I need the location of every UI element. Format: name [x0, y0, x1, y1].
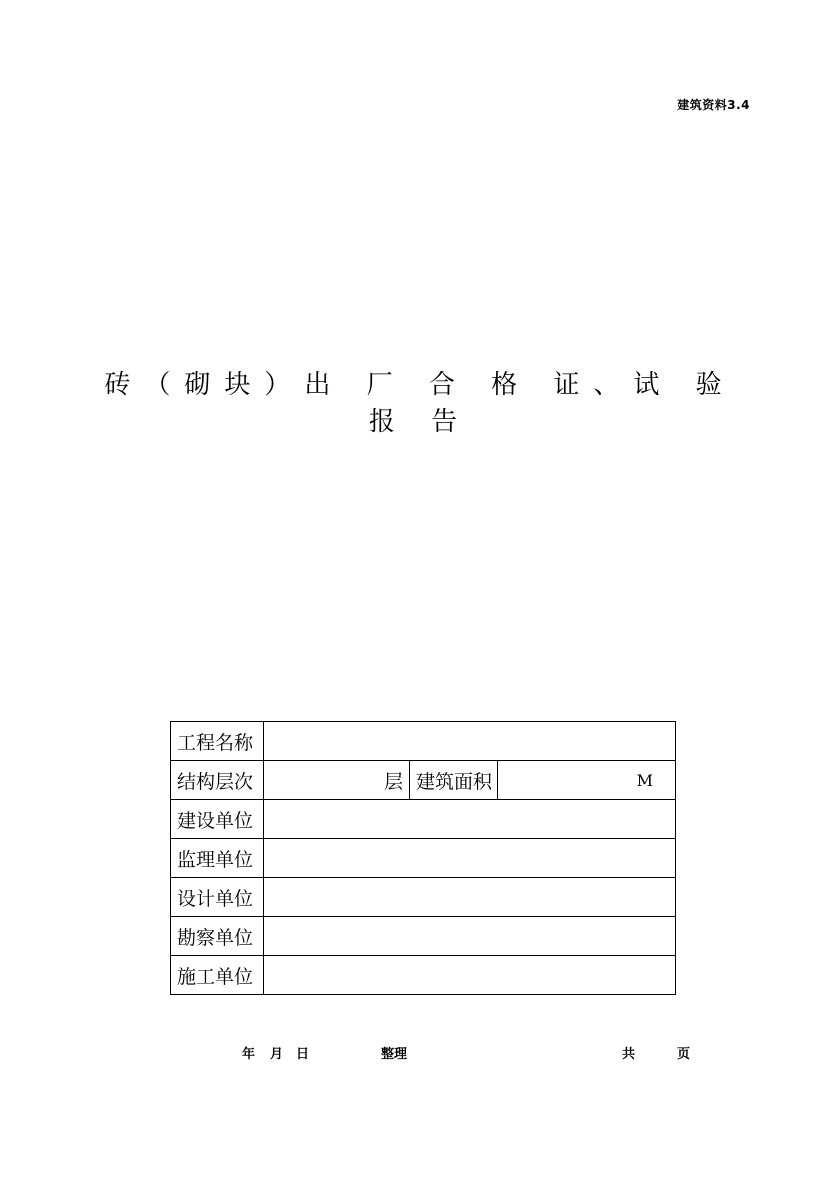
structure-floors-label: 结构层次 — [171, 761, 264, 800]
page-footer — [0, 1043, 838, 1063]
project-info-table — [170, 721, 676, 995]
table-row-supervision-unit — [171, 839, 676, 878]
table-row-structure — [171, 761, 676, 800]
footer-total: 共 — [622, 1047, 636, 1062]
footer-pages: 页 — [677, 1047, 691, 1062]
footer-day: 日 — [296, 1047, 310, 1062]
survey-unit-field[interactable] — [264, 917, 676, 956]
builder-unit-field[interactable] — [264, 956, 676, 995]
construction-unit-field[interactable] — [264, 800, 676, 839]
construction-unit-label: 建设单位 — [171, 800, 264, 839]
project-name-label: 工程名称 — [171, 722, 264, 761]
footer-month: 月 — [270, 1047, 284, 1062]
document-code: 建筑资料3.4 — [677, 98, 750, 112]
floors-field[interactable]: 层 — [264, 761, 410, 800]
footer-year: 年 — [242, 1047, 256, 1062]
supervision-unit-field[interactable] — [264, 839, 676, 878]
supervision-unit-label: 监理单位 — [171, 839, 264, 878]
builder-unit-label: 施工单位 — [171, 956, 264, 995]
survey-unit-label: 勘察单位 — [171, 917, 264, 956]
table-row-builder-unit — [171, 956, 676, 995]
table-row-survey-unit — [171, 917, 676, 956]
building-area-field[interactable]: M — [498, 761, 676, 800]
table-row-project-name — [171, 722, 676, 761]
design-unit-field[interactable] — [264, 878, 676, 917]
design-unit-label: 设计单位 — [171, 878, 264, 917]
table-row-construction-unit — [171, 800, 676, 839]
table-row-design-unit — [171, 878, 676, 917]
building-area-label: 建筑面积 — [410, 761, 498, 800]
footer-compiled: 整理 — [381, 1047, 408, 1062]
project-name-field[interactable] — [264, 722, 676, 761]
page-title: 砖（砌块）出 厂 合 格 证、试 验 报 告 — [104, 370, 736, 437]
